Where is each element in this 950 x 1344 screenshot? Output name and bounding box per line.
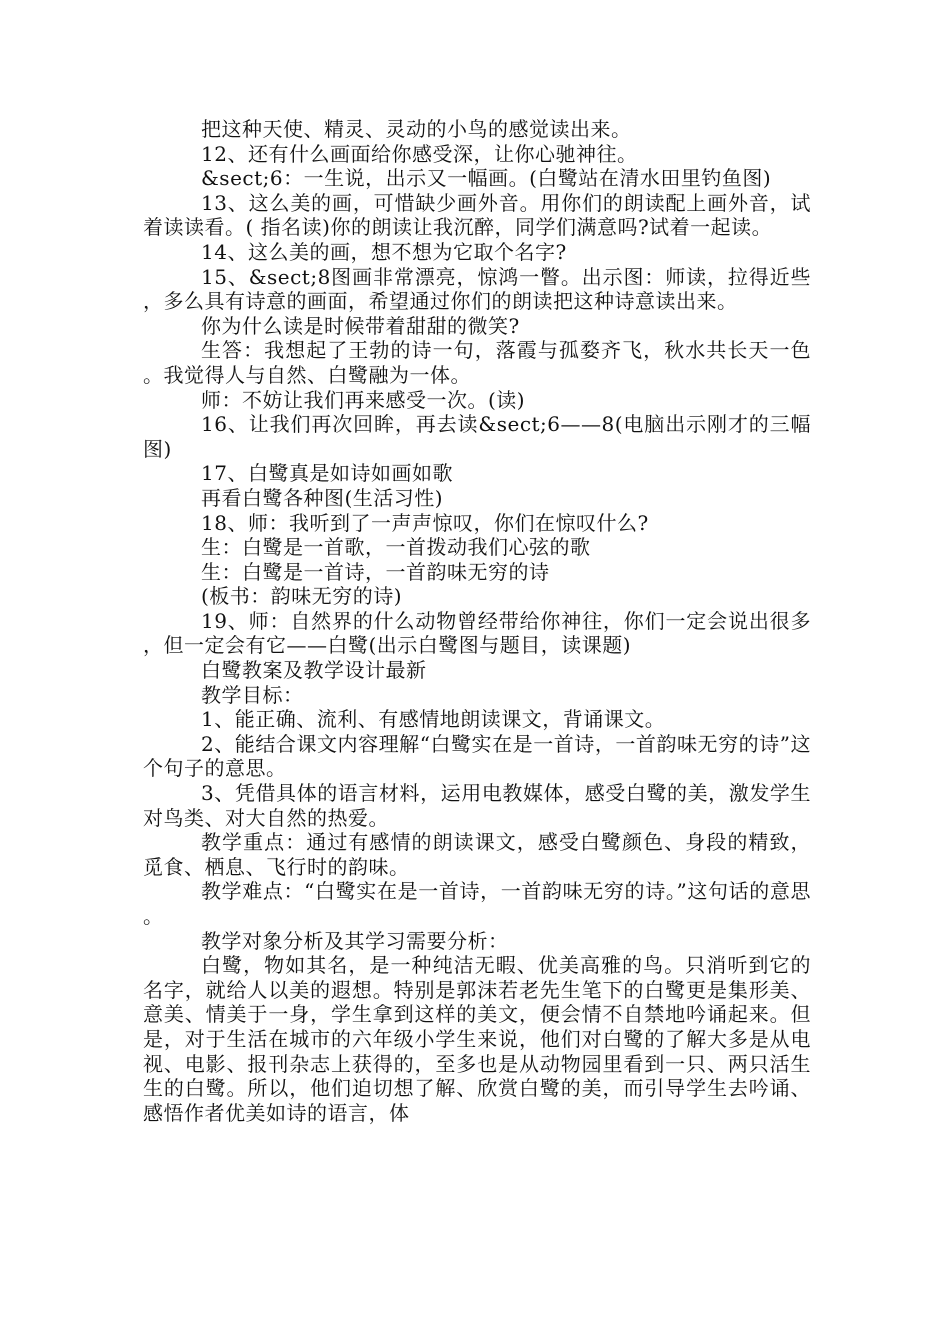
paragraph: 教学对象分析及其学习需要分析： xyxy=(201,928,509,953)
paragraph: 生：白鹭是一首诗，一首韵味无穷的诗 xyxy=(201,559,550,584)
paragraph: 教学目标： xyxy=(201,682,304,707)
paragraph: 教学重点：通过有感情的朗读课文，感受白鹭颜色、身段的精致，觅食、栖息、飞行时的韵味。 xyxy=(143,830,811,879)
paragraph: 把这种天使、精灵、灵动的小鸟的感觉读出来。 xyxy=(201,117,632,141)
paragraph: 生：白鹭是一首歌，一首拨动我们心弦的歌 xyxy=(201,535,591,560)
paragraph: 生答：我想起了王勃的诗一句，落霞与孤婺齐飞，秋水共长天一色。我觉得人与自然、白鹭融为一体。 xyxy=(143,338,811,387)
paragraph: 17、白鹭真是如诗如画如歌 xyxy=(201,461,453,486)
paragraph: 再看白鹭各种图(生活习性) xyxy=(201,485,444,510)
paragraph: (板书：韵味无穷的诗) xyxy=(201,584,403,609)
paragraph: 教学难点：“白鹭实在是一首诗，一首韵味无穷的诗。”这句话的意思。 xyxy=(143,879,811,928)
document-body xyxy=(143,117,811,1125)
paragraph: 18、师：我听到了一声声惊叹，你们在惊叹什么? xyxy=(201,510,649,535)
paragraph: &sect;6：一生说，出示又一幅画。(白鹭站在清水田里钓鱼图) xyxy=(201,166,772,191)
paragraph: 师：不妨让我们再来感受一次。(读) xyxy=(201,387,526,412)
paragraph: 3、凭借具体的语言材料，运用电教媒体，感受白鹭的美，激发学生对鸟类、对大自然的热爱。 xyxy=(143,781,811,830)
paragraph: 1、能正确、流利、有感情地朗读课文，背诵课文。 xyxy=(201,707,666,732)
paragraph: 白鹭，物如其名，是一种纯洁无暇、优美高雅的鸟。只消听到它的名字，就给人以美的遐想。特别是郭沫若老先生笔下的白鹭更是集形美、意美、情美于一身，学生拿到这样的美文，便会情不自禁地吟诵起来。但是，对于生活在城市的六年级小学生来说，他们对白鹭的了解大多是从电视、电影、报刊杂志上获得的，至多也是从动物园里看到一只、两只活生生的白鹭。所以，他们迫切想了解、欣赏白鹭的美，而引导学生去吟诵、感悟作者优美如诗的语言，体 xyxy=(143,953,811,1125)
section-heading: 白鹭教案及教学设计最新 xyxy=(201,658,427,683)
paragraph: 16、让我们再次回眸，再去读&sect;6——8(电脑出示刚才的三幅图) xyxy=(143,412,811,461)
paragraph: 2、能结合课文内容理解“白鹭实在是一首诗，一首韵味无穷的诗”这个句子的意思。 xyxy=(143,731,811,781)
paragraph: 15、&sect;8图画非常漂亮，惊鸿一瞥。出示图：师读，拉得近些，多么具有诗意的画面，希望通过你们的朗读把这种诗意读出来。 xyxy=(143,264,811,314)
paragraph: 你为什么读是时候带着甜甜的微笑? xyxy=(201,313,520,338)
paragraph: 13、这么美的画，可惜缺少画外音。用你们的朗读配上画外音，试着读读看。( 指名读)你的朗读让我沉醉，同学们满意吗?试着一起读。 xyxy=(143,190,811,240)
paragraph: 12、还有什么画面给你感受深，让你心驰神往。 xyxy=(201,141,638,166)
paragraph: 14、这么美的画，想不想为它取个名字? xyxy=(201,239,567,264)
paragraph: 19、师：自然界的什么动物曾经带给你神往，你们一定会说出很多，但一定会有它——白鹭(出示白鹭图与题目，读课题) xyxy=(143,608,811,658)
